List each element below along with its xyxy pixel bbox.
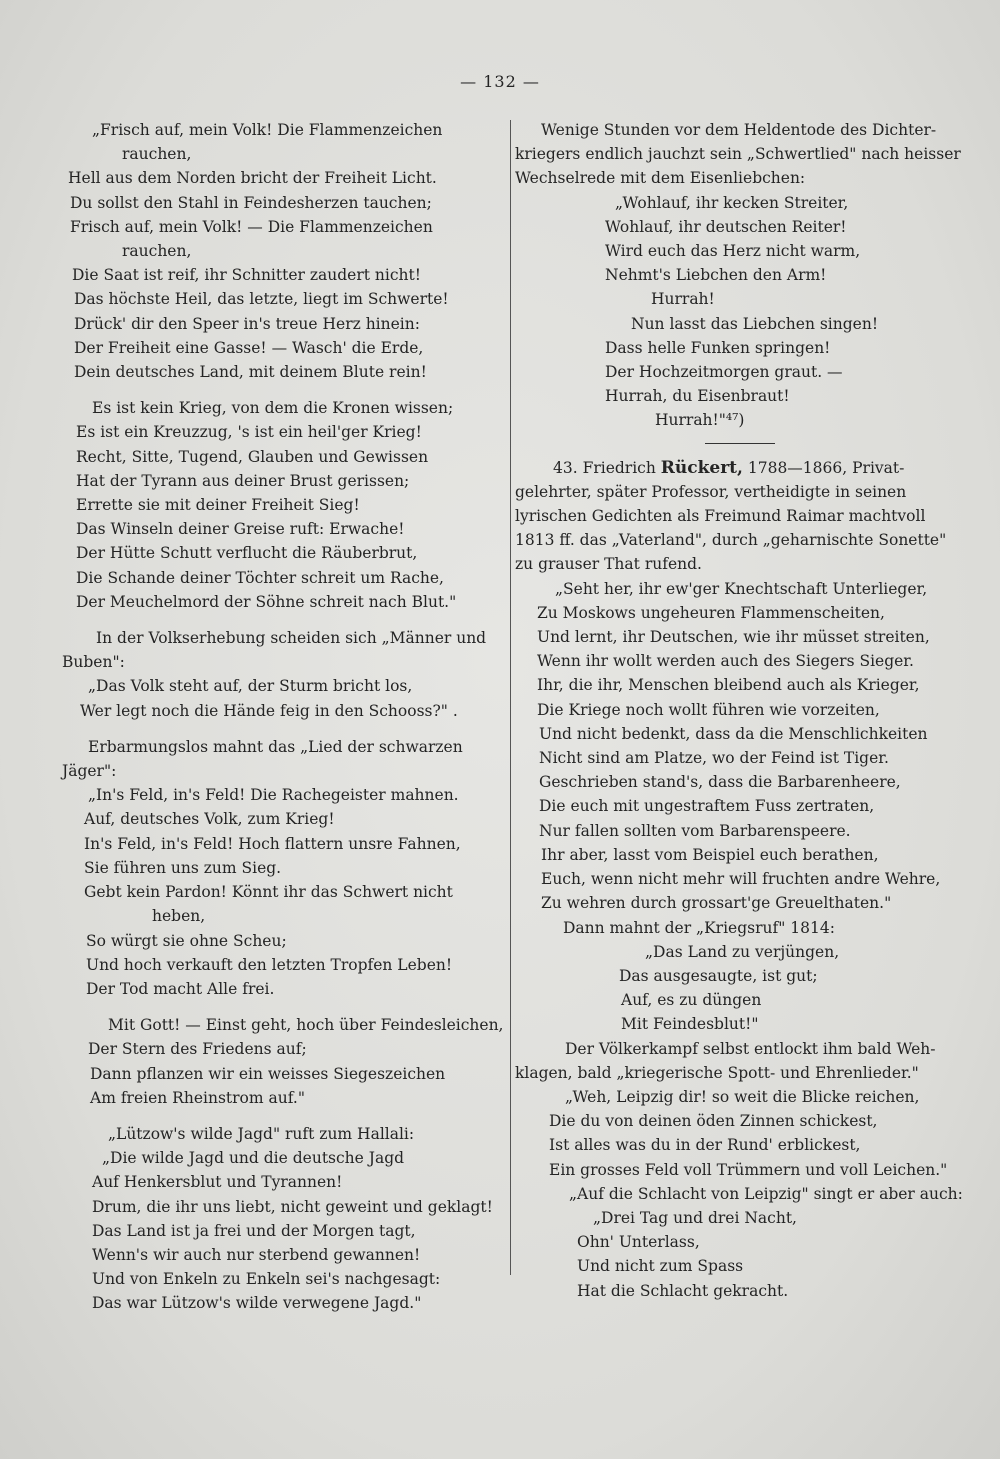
text-line <box>515 891 965 915</box>
line-text: Mit Feindesblut!" <box>621 1015 759 1034</box>
line-text: Hat der Tyrann aus deiner Brust gerissen; <box>76 471 410 490</box>
line-text: lyrischen Gedichten als Freimund Raimar machtvoll <box>515 507 926 526</box>
line-text: Dein deutsches Land, mit deinem Blute rein! <box>74 363 427 382</box>
line-text: Wechselrede mit dem Eisenliebchen: <box>515 169 806 188</box>
line-text: klagen, bald „kriegerische Spott- und Ehrenlieder." <box>515 1063 919 1082</box>
line-text: rauchen, <box>122 242 192 261</box>
text-line <box>515 698 965 722</box>
text-line <box>515 239 965 263</box>
text-line <box>62 469 507 493</box>
text-line <box>62 735 507 759</box>
line-text: „Die wilde Jagd und die deutsche Jagd <box>102 1149 405 1168</box>
line-text: Frisch auf, mein Volk! — Die Flammenzeichen <box>70 217 433 236</box>
text-line <box>515 552 965 576</box>
line-text: Und lernt, ihr Deutschen, wie ihr müsset streiten, <box>537 628 930 647</box>
text-line <box>515 843 965 867</box>
line-text: „Das Land zu verjüngen, <box>645 942 840 961</box>
line-text: „In's Feld, in's Feld! Die Rachegeister mahnen. <box>88 786 459 805</box>
line-text: 1813 ff. das „Vaterland", durch „geharnischte Sonette" <box>515 531 947 550</box>
text-line <box>515 384 965 408</box>
line-text: kriegers endlich jauchzt sein „Schwertlied" nach heisser <box>515 145 961 164</box>
text-line <box>62 674 507 698</box>
line-text: Ein grosses Feld voll Trümmern und voll Leichen." <box>549 1160 948 1179</box>
text-line <box>62 1086 507 1110</box>
text-line <box>62 650 507 674</box>
line-text: Wenn's wir auch nur sterbend gewannen! <box>92 1245 421 1264</box>
text-line <box>515 625 965 649</box>
line-text: Wird euch das Herz nicht warm, <box>605 242 861 261</box>
line-text: In der Volkserhebung scheiden sich „Männer und <box>96 629 487 648</box>
text-line <box>515 964 965 988</box>
text-line <box>62 215 507 239</box>
text-line <box>62 929 507 953</box>
line-text: Die du von deinen öden Zinnen schickest, <box>549 1112 878 1131</box>
line-text: Ihr aber, lasst vom Beispiel euch berathen, <box>541 845 879 864</box>
line-text: Die Saat ist reif, ihr Schnitter zaudert nicht! <box>72 266 421 285</box>
text-line <box>62 239 507 263</box>
line-text: Gebt kein Pardon! Könnt ihr das Schwert nicht <box>84 883 453 902</box>
line-text: Geschrieben stand's, dass die Barbarenheere, <box>539 773 901 792</box>
text-line <box>515 1254 965 1278</box>
left-column <box>62 118 507 1316</box>
text-line <box>515 1182 965 1206</box>
line-text: Das ausgesaugte, ist gut; <box>619 966 818 985</box>
line-text: Der Meuchelmord der Söhne schreit nach Blut." <box>76 592 457 611</box>
line-text: Und von Enkeln zu Enkeln sei's nachgesagt: <box>92 1270 441 1289</box>
text-line <box>515 287 965 311</box>
text-line <box>62 420 507 444</box>
line-text: Nicht sind am Platze, wo der Feind ist Tiger. <box>539 749 889 768</box>
line-text: Errette sie mit deiner Freiheit Sieg! <box>76 496 360 515</box>
text-line <box>62 626 507 650</box>
text-line <box>62 1291 507 1315</box>
text-line <box>515 673 965 697</box>
text-line <box>62 904 507 928</box>
line-text: Wenn ihr wollt werden auch des Siegers Sieger. <box>537 652 914 671</box>
text-line <box>62 590 507 614</box>
text-line <box>515 1158 965 1182</box>
line-text: Ist alles was du in der Rund' erblickest, <box>549 1136 861 1155</box>
line-text: Der Hochzeitmorgen graut. — <box>605 363 843 382</box>
text-line <box>62 263 507 287</box>
text-line <box>515 819 965 843</box>
line-text: Auf, es zu düngen <box>621 991 762 1010</box>
line-text: Der Stern des Friedens auf; <box>88 1040 307 1059</box>
text-line <box>515 336 965 360</box>
stanza-gap <box>62 384 507 396</box>
text-line <box>515 746 965 770</box>
text-line <box>515 408 965 432</box>
section-rule <box>705 443 775 444</box>
line-text: Nun lasst das Liebchen singen! <box>631 314 879 333</box>
line-text: Recht, Sitte, Tugend, Glauben und Gewissen <box>76 447 429 466</box>
text-line <box>62 1219 507 1243</box>
text-line <box>62 1122 507 1146</box>
text-line <box>62 396 507 420</box>
line-text: Ohn' Unterlass, <box>577 1233 700 1252</box>
text-line <box>515 480 965 504</box>
line-text: „Drei Tag und drei Nacht, <box>593 1208 797 1227</box>
text-line <box>62 517 507 541</box>
text-line <box>62 142 507 166</box>
text-line <box>62 977 507 1001</box>
text-line <box>515 1279 965 1303</box>
text-line <box>515 770 965 794</box>
line-text: 43. Friedrich <box>553 458 661 477</box>
line-text: heben, <box>152 907 206 926</box>
text-line <box>62 1243 507 1267</box>
text-line <box>515 916 965 940</box>
text-line <box>515 118 965 142</box>
line-text: Wer legt noch die Hände feig in den Schooss?" . <box>80 701 458 720</box>
text-line <box>515 1061 965 1085</box>
text-line <box>515 1037 965 1061</box>
text-line <box>62 880 507 904</box>
line-text: Auf, deutsches Volk, zum Krieg! <box>84 810 335 829</box>
line-text: Der Hütte Schutt verflucht die Räuberbrut, <box>76 544 418 563</box>
text-line <box>62 166 507 190</box>
text-line <box>515 1133 965 1157</box>
stanza-gap <box>62 614 507 626</box>
line-text-cont: 1788—1866, Privat- <box>742 458 905 477</box>
text-line <box>515 1206 965 1230</box>
text-line <box>515 504 965 528</box>
text-line <box>62 493 507 517</box>
line-text: „Seht her, ihr ew'ger Knechtschaft Unterlieger, <box>555 579 928 598</box>
text-line <box>62 1195 507 1219</box>
line-text: Die Schande deiner Töchter schreit um Rache, <box>76 568 444 587</box>
text-line <box>62 541 507 565</box>
text-line <box>515 166 965 190</box>
line-text: Der Freiheit eine Gasse! — Wasch' die Erde, <box>74 338 424 357</box>
text-line <box>515 867 965 891</box>
text-line <box>515 940 965 964</box>
line-text: Drück' dir den Speer in's treue Herz hinein: <box>74 314 420 333</box>
stanza-gap <box>62 1001 507 1013</box>
text-line <box>62 783 507 807</box>
text-line <box>515 577 965 601</box>
line-text: Und hoch verkauft den letzten Tropfen Leben! <box>86 955 453 974</box>
line-text: Das Land ist ja frei und der Morgen tagt, <box>92 1221 416 1240</box>
text-line <box>515 528 965 552</box>
text-line <box>62 1062 507 1086</box>
stanza-gap <box>62 1110 507 1122</box>
line-text: „Das Volk steht auf, der Sturm bricht los, <box>88 677 413 696</box>
line-text: Hurrah!"⁴⁷) <box>655 411 745 430</box>
line-text: Hurrah! <box>651 290 715 309</box>
text-line <box>62 287 507 311</box>
text-line <box>515 456 965 480</box>
column-divider <box>510 120 511 1275</box>
text-line <box>62 312 507 336</box>
text-line <box>515 722 965 746</box>
text-line <box>515 601 965 625</box>
line-text: Wohlauf, ihr deutschen Reiter! <box>605 217 847 236</box>
text-line <box>62 1267 507 1291</box>
line-text: Auf Henkersblut und Tyrannen! <box>92 1173 343 1192</box>
line-text: Und nicht zum Spass <box>577 1257 744 1276</box>
line-text: Der Tod macht Alle frei. <box>86 979 275 998</box>
line-text: Buben": <box>62 653 125 672</box>
text-line <box>515 312 965 336</box>
text-line <box>62 953 507 977</box>
line-text: Nur fallen sollten vom Barbarenspeere. <box>539 821 851 840</box>
line-text: In's Feld, in's Feld! Hoch flattern unsre Fahnen, <box>84 834 461 853</box>
text-line <box>515 1085 965 1109</box>
line-text: Ihr, die ihr, Menschen bleibend auch als Krieger, <box>537 676 920 695</box>
text-line <box>62 336 507 360</box>
text-line <box>62 1146 507 1170</box>
line-text: Die euch mit ungestraftem Fuss zertraten, <box>539 797 875 816</box>
line-text: Es ist ein Kreuzzug, 's ist ein heil'ger Krieg! <box>76 423 422 442</box>
text-line <box>515 263 965 287</box>
text-line <box>62 191 507 215</box>
text-line <box>62 1170 507 1194</box>
line-text: Sie führen uns zum Sieg. <box>84 858 282 877</box>
line-text: zu grauser That rufend. <box>515 555 702 574</box>
text-line <box>515 988 965 1012</box>
line-text: „Lützow's wilde Jagd" ruft zum Hallali: <box>108 1124 415 1143</box>
text-line <box>62 759 507 783</box>
line-text: Hurrah, du Eisenbraut! <box>605 387 790 406</box>
text-line <box>62 118 507 142</box>
text-line <box>62 360 507 384</box>
line-text: Es ist kein Krieg, von dem die Kronen wissen; <box>92 399 454 418</box>
line-text: Dann mahnt der „Kriegsruf" 1814: <box>563 918 835 937</box>
text-line <box>515 215 965 239</box>
line-text: Zu wehren durch grossart'ge Greuelthaten." <box>541 894 892 913</box>
text-line <box>62 566 507 590</box>
line-text: rauchen, <box>122 145 192 164</box>
line-text: „Frisch auf, mein Volk! Die Flammenzeichen <box>92 121 443 139</box>
line-text: Dann pflanzen wir ein weisses Siegeszeichen <box>90 1064 446 1083</box>
page-number: — 132 — <box>460 72 540 91</box>
line-text: Drum, die ihr uns liebt, nicht geweint und geklagt! <box>92 1197 493 1216</box>
line-text: Jäger": <box>62 762 117 781</box>
line-text: Das war Lützow's wilde verwegene Jagd." <box>92 1294 422 1313</box>
line-text: Hell aus dem Norden bricht der Freiheit Licht. <box>68 169 437 188</box>
line-text: Mit Gott! — Einst geht, hoch über Feindesleichen, <box>108 1016 504 1035</box>
text-line <box>62 699 507 723</box>
text-line <box>515 1109 965 1133</box>
text-line <box>62 856 507 880</box>
text-line <box>62 1013 507 1037</box>
right-column <box>515 118 965 1303</box>
line-text: Dass helle Funken springen! <box>605 338 831 357</box>
text-line <box>515 360 965 384</box>
line-text: Am freien Rheinstrom auf." <box>90 1088 305 1107</box>
text-line <box>62 445 507 469</box>
line-text: Und nicht bedenkt, dass da die Menschlichkeiten <box>539 724 928 743</box>
stanza-gap <box>62 723 507 735</box>
text-line <box>62 1037 507 1061</box>
line-text: So würgt sie ohne Scheu; <box>86 931 287 950</box>
line-text: „Weh, Leipzig dir! so weit die Blicke reichen, <box>565 1087 920 1106</box>
line-text: Nehmt's Liebchen den Arm! <box>605 266 827 285</box>
text-line <box>515 1012 965 1036</box>
line-text: Das Winseln deiner Greise ruft: Erwache! <box>76 520 405 539</box>
line-text: Wenige Stunden vor dem Heldentode des Dichter- <box>541 121 937 139</box>
text-line <box>515 1230 965 1254</box>
line-text: „Auf die Schlacht von Leipzig" singt er aber auch: <box>569 1184 963 1203</box>
line-text: Erbarmungslos mahnt das „Lied der schwarzen <box>88 737 463 756</box>
line-text: Hat die Schlacht gekracht. <box>577 1281 789 1300</box>
text-line <box>62 832 507 856</box>
author-name: Rückert, <box>660 457 743 478</box>
text-line <box>515 142 965 166</box>
line-text: Der Völkerkampf selbst entlockt ihm bald Weh- <box>565 1039 936 1058</box>
text-line <box>515 649 965 673</box>
line-text: Du sollst den Stahl in Feindesherzen tauchen; <box>70 193 432 212</box>
text-line <box>62 807 507 831</box>
line-text: Zu Moskows ungeheuren Flammenscheiten, <box>537 603 885 622</box>
line-text: gelehrter, später Professor, vertheidigte in seinen <box>515 482 907 501</box>
line-text: Euch, wenn nicht mehr will fruchten andre Wehre, <box>541 870 941 889</box>
line-text: „Wohlauf, ihr kecken Streiter, <box>615 193 849 212</box>
text-line <box>515 191 965 215</box>
line-text: Das höchste Heil, das letzte, liegt im Schwerte! <box>74 290 449 309</box>
line-text: Die Kriege noch wollt führen wie vorzeiten, <box>537 700 880 719</box>
text-line <box>515 794 965 818</box>
